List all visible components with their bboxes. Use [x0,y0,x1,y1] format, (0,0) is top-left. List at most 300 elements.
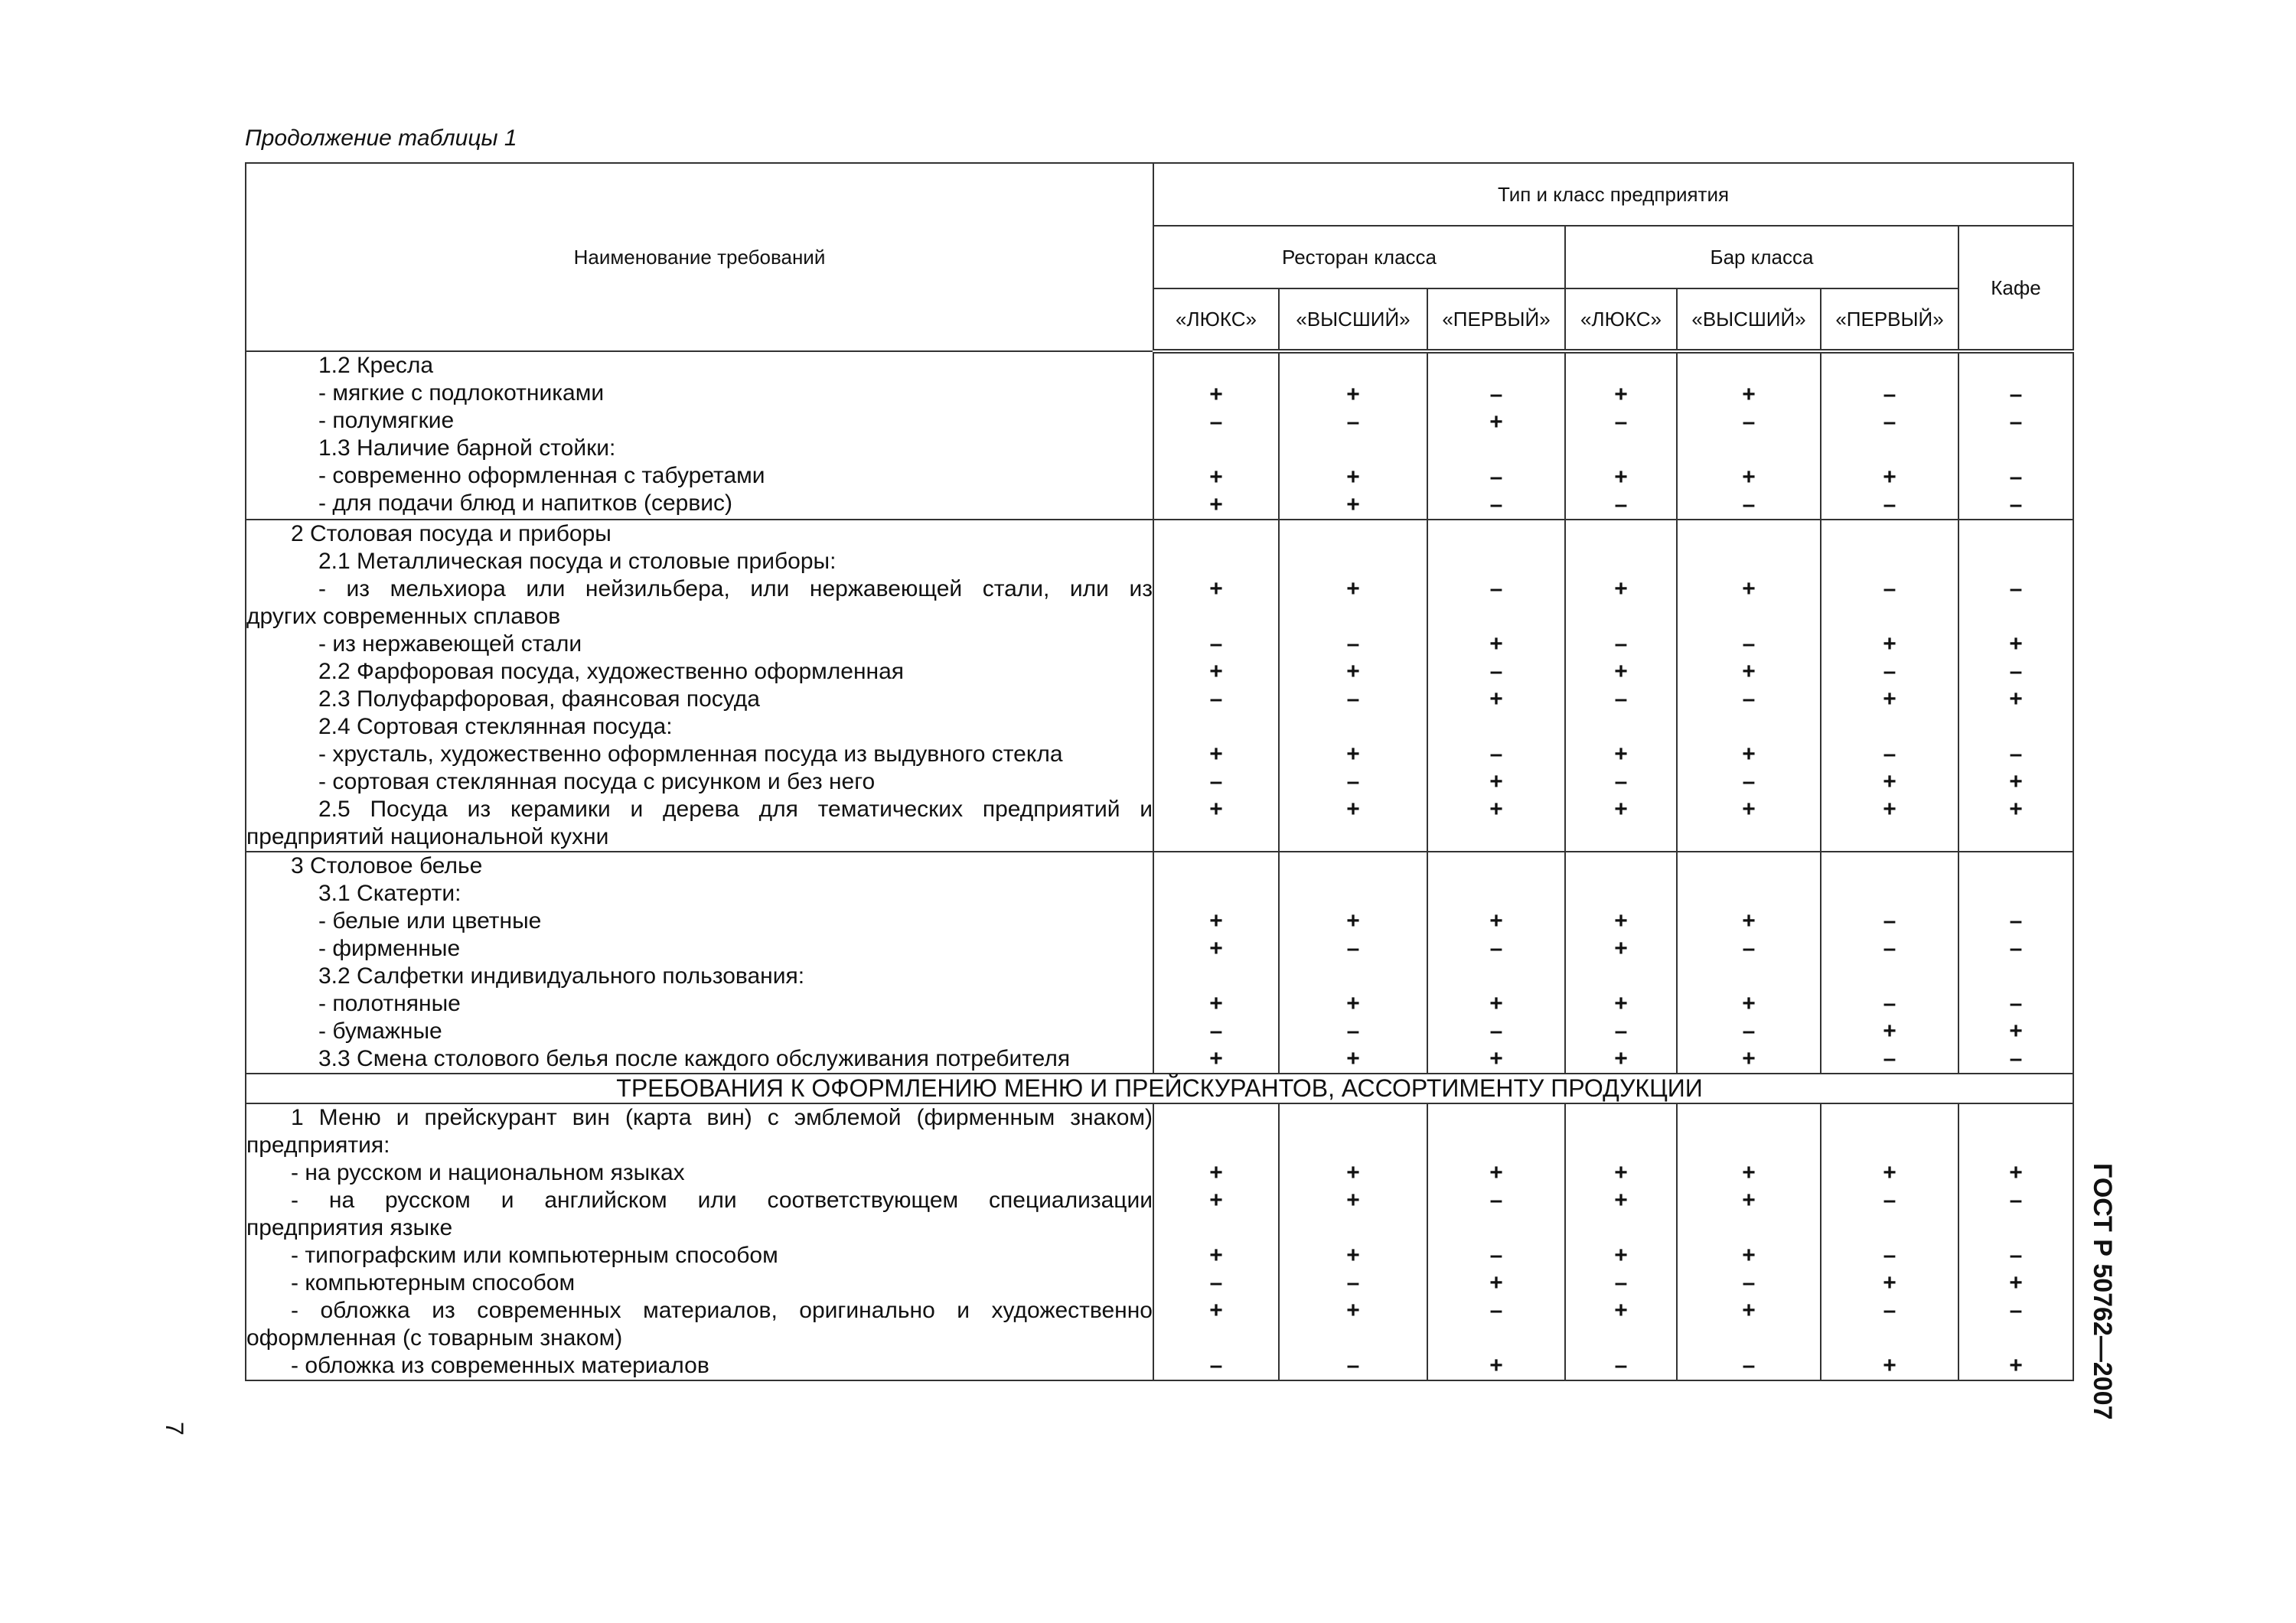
mark-value [1428,1325,1564,1352]
mark-value: + [1883,1353,1896,1378]
table-row [246,852,2073,1074]
mark-value [1678,436,1820,464]
mark-value: + [1346,492,1360,517]
mark-value [1678,852,1820,880]
mark-cell [1677,1103,1821,1380]
mark-value: + [2009,1160,2023,1185]
mark-value [1280,1132,1427,1159]
mark-value: + [1614,936,1628,961]
mark-value: + [1883,1160,1896,1185]
mark-value: + [1209,936,1223,961]
mark-cell [1279,1103,1427,1380]
mark-value [1154,548,1278,575]
mark-value: + [1883,797,1896,822]
mark-value [1280,1214,1427,1242]
mark-value [1821,354,1958,381]
mark-value: + [1209,991,1223,1016]
mark-value [1678,713,1820,741]
mark-value [1678,548,1820,575]
mark-value: + [1614,797,1628,822]
requirement-line: 2 Столовая посуда и приборы [291,521,612,546]
mark-value: + [1209,797,1223,822]
requirement-line: 2.2 Фарфоровая посуда, художественно оформленная [318,659,905,684]
mark-value [1428,520,1564,548]
mark-value: + [1346,1160,1360,1185]
page-number: 7 [161,1422,188,1436]
mark-cell [1565,1103,1677,1380]
header-class-lux: «ЛЮКС» [1153,288,1279,351]
mark-value [1566,713,1676,741]
mark-value: + [1489,908,1503,934]
requirement-line: - из мельхиора или нейзильбера, или нержавеющей стали, или из [318,576,1153,601]
mark-value [1154,1214,1278,1242]
mark-cell [1958,351,2073,520]
requirement-cell [246,351,1153,520]
mark-value [1821,880,1958,908]
mark-value [1154,1325,1278,1352]
mark-value [1959,436,2073,464]
mark-value [1428,880,1564,908]
mark-value [1566,880,1676,908]
mark-value [1821,1214,1958,1242]
requirement-line: - сортовая стеклянная посуда с рисунком и без него [318,769,876,794]
mark-value [1280,963,1427,990]
mark-value: + [1346,1298,1360,1323]
mark-value: – [1742,1018,1756,1044]
requirement-cell [246,1103,1153,1380]
mark-value [1280,713,1427,741]
mark-value [1428,548,1564,575]
mark-value [1280,436,1427,464]
mark-value: + [1742,908,1756,934]
table-row [246,351,2073,520]
mark-value: + [1614,1243,1628,1268]
mark-value [1428,354,1564,381]
mark-value: – [2009,1298,2023,1323]
mark-value: – [1742,631,1756,657]
mark-cell [1153,520,1279,852]
mark-value: – [1883,991,1896,1016]
mark-value: + [1883,464,1896,490]
mark-value: – [2009,1046,2023,1071]
mark-value [1821,963,1958,990]
requirement-line: - белые или цветные [318,908,542,934]
mark-value: – [1742,409,1756,435]
mark-value: – [1209,686,1223,712]
mark-value: + [1346,1046,1360,1071]
requirement-line: - фирменные [318,936,461,961]
header-class-first: «ПЕРВЫЙ» [1821,288,1958,351]
mark-value: + [1346,1188,1360,1213]
mark-value: – [1883,1298,1896,1323]
requirements-table [245,162,2074,1381]
requirement-line: предприятия языке [246,1215,453,1240]
mark-value: – [1489,1243,1503,1268]
mark-value: + [1209,1046,1223,1071]
mark-value: – [2009,1243,2023,1268]
mark-value: – [1883,382,1896,407]
section-title: ТРЕБОВАНИЯ К ОФОРМЛЕНИЮ МЕНЮ И ПРЕЙСКУРАНТОВ, АССОРТИМЕНТУ ПРОДУКЦИИ [246,1074,2073,1103]
mark-value: – [2009,936,2023,961]
mark-value [1959,963,2073,990]
mark-value: – [1742,936,1756,961]
mark-value: + [1742,1160,1756,1185]
mark-value: – [1883,908,1896,934]
mark-value: + [1489,769,1503,794]
mark-value [1821,1104,1958,1132]
mark-cell [1958,520,2073,852]
requirement-line: 1 Меню и прейскурант вин (карта вин) с эмблемой (фирменным знаком) [291,1105,1153,1130]
mark-value: – [1883,492,1896,517]
requirement-line: 3.3 Смена столового белья после каждого обслуживания потребителя [318,1046,1071,1071]
header-restaurant: Ресторан класса [1153,226,1565,288]
mark-value: – [1489,1018,1503,1044]
mark-value: – [1346,686,1360,712]
mark-value [1959,1104,2073,1132]
mark-value: + [2009,631,2023,657]
mark-value: + [1614,576,1628,601]
mark-cell [1821,520,1958,852]
mark-value: + [1489,686,1503,712]
mark-value [1428,1132,1564,1159]
mark-value: – [1209,631,1223,657]
mark-value: + [1489,1270,1503,1295]
mark-cell [1565,852,1677,1074]
requirement-cell [246,852,1153,1074]
table-caption: Продолжение таблицы 1 [245,125,517,151]
mark-cell [1821,351,1958,520]
header-type-class: Тип и класс предприятия [1153,163,2073,226]
mark-value: – [2009,576,2023,601]
mark-value: – [1346,1270,1360,1295]
mark-value: + [1209,382,1223,407]
mark-value: + [1614,659,1628,684]
requirement-line: - типографским или компьютерным способом [291,1243,778,1268]
mark-value [1154,823,1278,851]
mark-cell [1958,852,2073,1074]
mark-value: – [2009,382,2023,407]
requirement-cell [246,520,1153,852]
mark-cell [1279,351,1427,520]
mark-value: + [1209,576,1223,601]
mark-value [1821,1325,1958,1352]
mark-value: + [1883,686,1896,712]
mark-value [1154,963,1278,990]
mark-value: + [1346,991,1360,1016]
mark-cell [1565,351,1677,520]
requirement-line: 2.3 Полуфарфоровая, фаянсовая посуда [318,686,760,712]
mark-value [1678,963,1820,990]
mark-value [1154,1104,1278,1132]
table-body [246,351,2073,1380]
mark-value: – [1489,382,1503,407]
mark-cell [1427,1103,1565,1380]
mark-value: – [1883,409,1896,435]
mark-value [1566,1214,1676,1242]
table-row [246,520,2073,852]
mark-value [1959,354,2073,381]
mark-cell [1821,852,1958,1074]
mark-value: + [1883,1018,1896,1044]
mark-value: + [2009,1018,2023,1044]
mark-value: – [1209,1270,1223,1295]
mark-value: – [2009,659,2023,684]
header-class-highest: «ВЫСШИЙ» [1279,288,1427,351]
mark-value [1678,823,1820,851]
mark-value [1678,1214,1820,1242]
mark-value: + [1742,382,1756,407]
mark-cell [1427,351,1565,520]
mark-value: + [1346,464,1360,490]
mark-value: – [1346,409,1360,435]
mark-value [1154,436,1278,464]
mark-cell [1427,852,1565,1074]
mark-value: + [1489,631,1503,657]
mark-value: + [1614,741,1628,767]
mark-value [1821,852,1958,880]
mark-value: – [1489,492,1503,517]
mark-value [1428,603,1564,631]
section-row [246,1074,2073,1103]
mark-value [1154,880,1278,908]
requirement-line: - компьютерным способом [291,1270,576,1295]
header-bar: Бар класса [1565,226,1958,288]
mark-value: + [1614,1298,1628,1323]
mark-value [1821,713,1958,741]
mark-value [1959,548,2073,575]
mark-value: + [1883,631,1896,657]
requirement-line: 3.1 Скатерти: [318,881,461,906]
mark-value: + [1742,1243,1756,1268]
mark-cell [1565,520,1677,852]
mark-value: + [1883,769,1896,794]
mark-value: + [1209,1188,1223,1213]
mark-value: + [1346,908,1360,934]
mark-value [1566,852,1676,880]
mark-value [1821,1132,1958,1159]
requirement-line: 2.4 Сортовая стеклянная посуда: [318,714,673,739]
mark-value: – [1742,492,1756,517]
mark-value [1566,1325,1676,1352]
mark-value: + [1742,464,1756,490]
mark-value [1678,1325,1820,1352]
mark-value [1154,852,1278,880]
requirement-line: - бумажные [318,1018,442,1044]
mark-value: – [2009,492,2023,517]
mark-cell [1677,351,1821,520]
mark-value: + [1489,1353,1503,1378]
mark-value: – [1346,631,1360,657]
mark-value: – [1883,576,1896,601]
mark-value [1821,436,1958,464]
mark-value: + [1614,1046,1628,1071]
mark-value [1154,713,1278,741]
mark-value: – [1614,686,1628,712]
mark-value: – [2009,409,2023,435]
mark-value [1566,436,1676,464]
mark-value: + [1614,1188,1628,1213]
mark-value: – [1489,741,1503,767]
mark-value [1678,1132,1820,1159]
mark-value [1821,603,1958,631]
mark-value: + [2009,1353,2023,1378]
requirement-line: предприятия: [246,1133,390,1158]
requirement-line: - полумягкие [318,408,455,433]
mark-value [1428,823,1564,851]
mark-value: + [1209,492,1223,517]
mark-value: – [1489,464,1503,490]
mark-value: + [1742,659,1756,684]
header-class-first: «ПЕРВЫЙ» [1427,288,1565,351]
mark-value: – [1742,1270,1756,1295]
mark-value: + [1742,576,1756,601]
mark-value: + [1742,797,1756,822]
mark-value: + [1489,1046,1503,1071]
mark-value: + [1614,1160,1628,1185]
mark-value: + [1346,576,1360,601]
mark-value: + [1614,991,1628,1016]
mark-value: + [1614,908,1628,934]
mark-value: – [2009,1188,2023,1213]
mark-value [1566,520,1676,548]
mark-value [1428,1214,1564,1242]
mark-cell [1677,852,1821,1074]
mark-value [1154,603,1278,631]
header-class-highest: «ВЫСШИЙ» [1677,288,1821,351]
mark-value [1959,713,2073,741]
mark-value: + [2009,797,2023,822]
header-class-lux: «ЛЮКС» [1565,288,1677,351]
mark-value: + [1489,409,1503,435]
mark-cell [1427,520,1565,852]
mark-value: + [2009,769,2023,794]
mark-value [1566,603,1676,631]
header-cafe: Кафе [1958,226,2073,351]
mark-value [1280,354,1427,381]
mark-cell [1677,520,1821,852]
mark-value: – [2009,991,2023,1016]
mark-value: – [1883,1188,1896,1213]
mark-value [1678,603,1820,631]
requirement-line: - из нержавеющей стали [318,631,582,657]
mark-value [1959,520,2073,548]
requirement-line: предприятий национальной кухни [246,824,609,849]
mark-value: – [1614,769,1628,794]
mark-value [1428,1104,1564,1132]
standard-code: ГОСТ Р 50762—2007 [2088,1163,2117,1420]
mark-cell [1279,520,1427,852]
requirement-line: 1.3 Наличие барной стойки: [318,435,616,461]
mark-value [1566,963,1676,990]
mark-value [1566,823,1676,851]
mark-value [1280,520,1427,548]
mark-value: – [1209,1353,1223,1378]
mark-value [1678,880,1820,908]
requirement-line: 3.2 Салфетки индивидуального пользования: [318,963,805,989]
mark-value [1959,1214,2073,1242]
mark-cell [1153,351,1279,520]
mark-value [1428,963,1564,990]
requirement-line: - обложка из современных материалов [291,1353,709,1378]
requirement-line: - хрусталь, художественно оформленная посуда из выдувного стекла [318,741,1063,767]
mark-value: + [1346,797,1360,822]
mark-value: – [1614,1270,1628,1295]
mark-value: + [2009,1270,2023,1295]
mark-value: – [1883,659,1896,684]
requirement-line: оформленная (с товарным знаком) [246,1325,623,1351]
requirement-line: - мягкие с подлокотниками [318,380,605,406]
mark-value [1566,1104,1676,1132]
mark-value: – [1346,1018,1360,1044]
mark-value [1280,603,1427,631]
mark-value: + [1209,1243,1223,1268]
mark-value [1566,1132,1676,1159]
mark-value: – [2009,464,2023,490]
mark-value [1959,852,2073,880]
mark-value: + [2009,686,2023,712]
requirement-line: других современных сплавов [246,604,561,629]
mark-value: – [1742,769,1756,794]
mark-value [1280,1325,1427,1352]
mark-value: – [1883,1243,1896,1268]
mark-value: – [1489,659,1503,684]
mark-value [1821,520,1958,548]
mark-value: + [1209,1160,1223,1185]
mark-value: + [1742,1298,1756,1323]
mark-value: – [1346,769,1360,794]
mark-value: + [1489,991,1503,1016]
mark-value: – [1614,631,1628,657]
mark-cell [1958,1103,2073,1380]
mark-value: + [1209,1298,1223,1323]
mark-value: – [1209,769,1223,794]
mark-value: + [1614,382,1628,407]
requirement-line: 1.2 Кресла [318,353,434,378]
mark-cell [1821,1103,1958,1380]
requirement-line: - на русском и национальном языках [291,1160,685,1185]
mark-value: + [1209,908,1223,934]
mark-value: – [1489,1188,1503,1213]
header-requirements: Наименование требований [246,163,1153,351]
mark-value [1280,880,1427,908]
mark-value [1959,880,2073,908]
mark-value [1959,603,2073,631]
requirement-line: 2.5 Посуда из керамики и дерева для тематических предприятий и [318,797,1153,822]
mark-value: + [1742,1188,1756,1213]
mark-value: – [1742,686,1756,712]
mark-value: – [1883,936,1896,961]
mark-value [1154,1132,1278,1159]
mark-value: + [1346,382,1360,407]
mark-value [1566,548,1676,575]
mark-value [1154,354,1278,381]
mark-value: – [1489,936,1503,961]
mark-value: – [1209,409,1223,435]
requirement-line: - современно оформленная с табуретами [318,463,765,488]
mark-value: – [1883,741,1896,767]
mark-cell [1153,1103,1279,1380]
mark-value: – [1614,492,1628,517]
mark-value [1428,436,1564,464]
mark-value [1959,1325,2073,1352]
requirement-line: - полотняные [318,991,461,1016]
mark-cell [1153,852,1279,1074]
mark-value: – [1489,576,1503,601]
mark-value [1280,823,1427,851]
mark-value [1428,713,1564,741]
mark-value: – [1346,936,1360,961]
requirement-line: 3 Столовое белье [291,853,483,878]
